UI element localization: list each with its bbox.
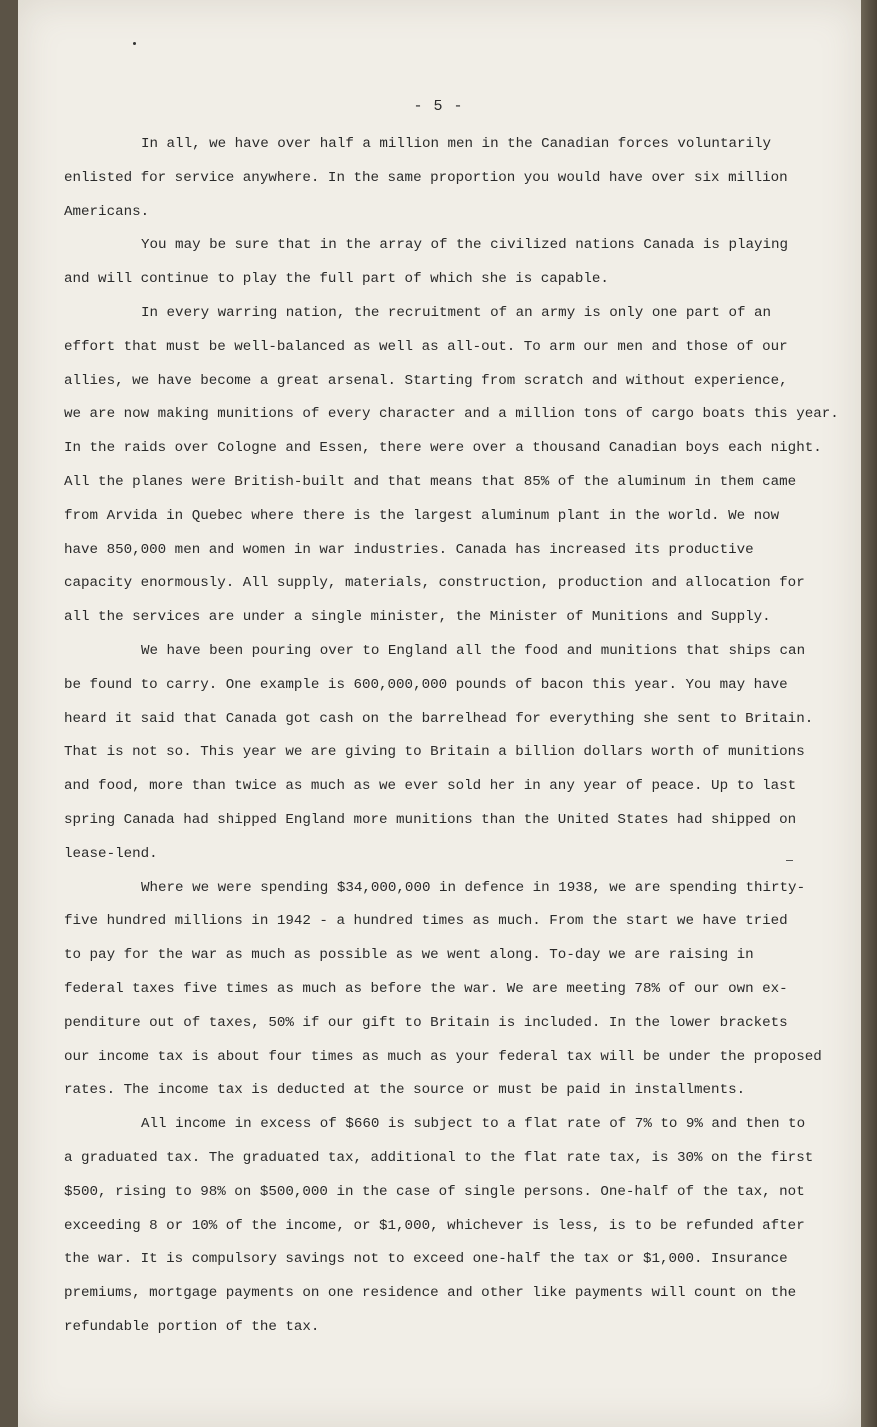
text-line: we are now making munitions of every character and a million tons of cargo boats this year. bbox=[64, 406, 839, 423]
text-line: and will continue to play the full part of which she is capable. bbox=[64, 271, 609, 288]
page-number: - 5 - bbox=[413, 98, 464, 115]
ink-speck bbox=[133, 42, 136, 45]
text-line: effort that must be well-balanced as well as all-out. To arm our men and those of our bbox=[64, 338, 788, 355]
text-line: In the raids over Cologne and Essen, there were over a thousand Canadian boys each night. bbox=[64, 440, 822, 457]
text-line: allies, we have become a great arsenal. Starting from scratch and without experience, bbox=[64, 372, 788, 389]
text-line: have 850,000 men and women in war industries. Canada has increased its productive bbox=[64, 541, 754, 558]
text-line: spring Canada had shipped England more munitions than the United States had shipped on bbox=[64, 811, 797, 828]
text-line: federal taxes five times as much as before the war. We are meeting 78% of our own ex- bbox=[64, 980, 788, 997]
text-line: a graduated tax. The graduated tax, additional to the flat rate tax, is 30% on the first bbox=[64, 1149, 814, 1166]
text-line: We have been pouring over to England all the food and munitions that ships can bbox=[141, 642, 806, 659]
text-line: be found to carry. One example is 600,000,000 pounds of bacon this year. You may have bbox=[64, 676, 788, 693]
text-line: rates. The income tax is deducted at the source or must be paid in installments. bbox=[64, 1082, 746, 1099]
text-line: Americans. bbox=[64, 203, 150, 220]
page-edge bbox=[861, 0, 877, 1427]
text-line: In all, we have over half a million men in the Canadian forces voluntarily bbox=[141, 136, 772, 152]
text-line: our income tax is about four times as much as your federal tax will be under the proposed bbox=[64, 1048, 822, 1065]
text-line: all the services are under a single minister, the Minister of Munitions and Supply. bbox=[64, 609, 771, 626]
text-line: refundable portion of the tax. bbox=[64, 1318, 320, 1335]
text-line: five hundred millions in 1942 - a hundred times as much. From the start we have tried bbox=[64, 913, 788, 930]
document-body bbox=[64, 128, 839, 1345]
text-line: heard it said that Canada got cash on the barrelhead for everything she sent to Britain. bbox=[64, 710, 814, 727]
text-line: capacity enormously. All supply, materials, construction, production and allocation for bbox=[64, 575, 805, 592]
text-line: from Arvida in Quebec where there is the largest aluminum plant in the world. We now bbox=[64, 507, 780, 524]
text-line: the war. It is compulsory savings not to exceed one-half the tax or $1,000. Insurance bbox=[64, 1251, 788, 1268]
text-line: In every warring nation, the recruitment of an army is only one part of an bbox=[141, 304, 772, 321]
text-line: enlisted for service anywhere. In the same proportion you would have over six million bbox=[64, 169, 788, 186]
text-line: premiums, mortgage payments on one residence and other like payments will count on the bbox=[64, 1285, 797, 1302]
text-line: exceeding 8 or 10% of the income, or $1,000, whichever is less, is to be refunded after bbox=[64, 1217, 805, 1234]
text-line: Where we were spending $34,000,000 in defence in 1938, we are spending thirty- bbox=[141, 879, 806, 896]
text-line: and food, more than twice as much as we ever sold her in any year of peace. Up to last bbox=[64, 778, 797, 795]
text-line: lease-lend. bbox=[64, 845, 158, 862]
text-line: penditure out of taxes, 50% if our gift to Britain is included. In the lower brackets bbox=[64, 1014, 788, 1031]
text-line: to pay for the war as much as possible as we went along. To-day we are raising in bbox=[64, 947, 754, 964]
text-line: You may be sure that in the array of the civilized nations Canada is playing bbox=[141, 237, 789, 254]
text-line: That is not so. This year we are giving to Britain a billion dollars worth of munitions bbox=[64, 744, 805, 761]
text-line: $500, rising to 98% on $500,000 in the case of single persons. One-half of the tax, not bbox=[64, 1183, 805, 1200]
text-line: All the planes were British-built and that means that 85% of the aluminum in them came bbox=[64, 473, 797, 490]
text-line: All income in excess of $660 is subject to a flat rate of 7% to 9% and then to bbox=[141, 1116, 806, 1133]
